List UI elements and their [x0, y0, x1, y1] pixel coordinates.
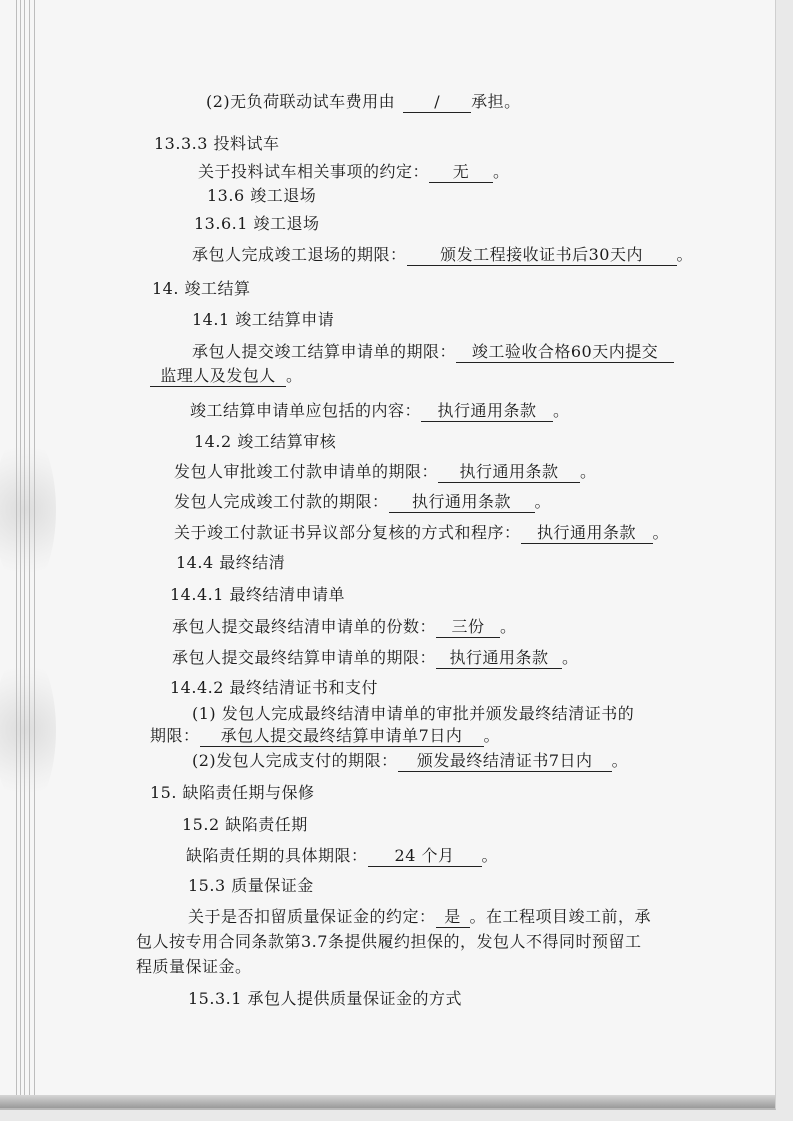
clause-text: 。 [493, 162, 510, 181]
clause-final-copies [172, 617, 517, 638]
clause-text: 。在工程项目竣工前，承 [469, 907, 652, 926]
clause-text: 。 [580, 462, 597, 481]
fill-in-value: 竣工验收合格60天内提交 [456, 342, 674, 363]
section-heading: 15.3.1 承包人提供质量保证金的方式 [188, 989, 462, 1008]
section-heading: 14.2 竣工结算审核 [194, 432, 337, 451]
clause-approval-deadline [174, 462, 597, 483]
clause-text: 。 [286, 366, 303, 385]
fill-in-value: 颁发最终结清证书7日内 [398, 751, 612, 772]
clause-exit-deadline [192, 245, 693, 266]
clause-settlement-application-cont [150, 366, 303, 387]
clause-dispute-review [174, 523, 669, 544]
fill-in-value: 执行通用条款 [421, 401, 553, 422]
clause-final-certificate-cont [150, 726, 500, 747]
fill-in-value: 承包人提交最终结算申请单7日内 [200, 726, 484, 747]
clause-text: 承包人提交竣工结算申请单的期限： [192, 342, 457, 361]
section-heading: 13.3.3 投料试车 [154, 134, 280, 153]
clause-application-contents [190, 401, 570, 422]
clause-final-payment [192, 751, 628, 772]
clause-settlement-application [192, 342, 674, 363]
clause-text: 承包人提交最终结清申请单的份数： [172, 617, 437, 636]
fill-in-value: / [403, 92, 471, 113]
clause-text: 发包人审批竣工付款申请单的期限： [174, 462, 439, 481]
clause-final-deadline [172, 648, 579, 669]
fill-in-value: 三份 [436, 617, 500, 638]
fill-in-value: 监理人及发包人 [150, 366, 286, 387]
clause-text: (2)发包人完成支付的期限： [192, 751, 398, 770]
section-heading: 14.4.2 最终结清证书和支付 [170, 678, 378, 697]
clause-text: 期限： [150, 726, 200, 745]
clause-final-certificate: (1) 发包人完成最终结清申请单的审批并颁发最终结清证书的 [192, 704, 635, 723]
stamp-stain [0, 430, 56, 590]
clause-text: 承担。 [471, 92, 521, 111]
clause-text: 。 [483, 726, 501, 745]
clause-text: 。 [553, 401, 570, 420]
clause-text: 。 [611, 751, 629, 770]
clause-retention-cont: 包人按专用合同条款第3.7条提供履约担保的，发包人不得同时预留工 [136, 932, 642, 951]
clause-text: 关于投料试车相关事项的约定： [198, 162, 430, 181]
fill-in-value: 执行通用条款 [521, 523, 653, 544]
section-heading: 13.6 竣工退场 [207, 186, 317, 205]
clause-text: 缺陷责任期的具体期限： [186, 846, 368, 865]
clause-text: 关于竣工付款证书异议部分复核的方式和程序： [174, 523, 521, 542]
chapter-heading: 15. 缺陷责任期与保修 [150, 783, 315, 802]
clause-text: 。 [562, 648, 579, 667]
clause-text: 。 [534, 492, 552, 511]
fill-in-value: 颁发工程接收证书后30天内 [407, 245, 677, 266]
clause-text: 竣工结算申请单应包括的内容： [190, 401, 422, 420]
clause-text: 承包人完成竣工退场的期限： [192, 245, 407, 264]
clause-text: 。 [481, 846, 499, 865]
section-heading: 14.4 最终结清 [176, 553, 286, 572]
chapter-heading: 14. 竣工结算 [152, 279, 251, 298]
section-heading: 14.1 竣工结算申请 [192, 310, 335, 329]
clause-text: 关于是否扣留质量保证金的约定： [188, 907, 436, 926]
clause-text: 。 [652, 523, 670, 542]
clause-text: 承包人提交最终结算申请单的期限： [172, 648, 437, 667]
clause-retention [188, 907, 651, 928]
clause-text: 。 [676, 245, 694, 264]
clause-defect-period [186, 846, 498, 867]
section-heading: 13.6.1 竣工退场 [194, 214, 320, 233]
section-heading: 15.2 缺陷责任期 [182, 815, 308, 834]
clause-text: 。 [500, 617, 517, 636]
stamp-stain [0, 650, 56, 810]
section-heading: 15.3 质量保证金 [188, 876, 314, 895]
fill-in-value: 执行通用条款 [389, 492, 535, 513]
clause-text: (2)无负荷联动试车费用由 [206, 92, 396, 111]
page-bottom-shadow [0, 1095, 775, 1108]
section-heading: 14.4.1 最终结清申请单 [170, 585, 345, 604]
fill-in-value: 执行通用条款 [436, 648, 562, 669]
fill-in-value: 24 个月 [368, 846, 482, 867]
clause-payment-deadline [174, 492, 551, 513]
clause-retention-cont: 程质量保证金。 [136, 957, 252, 976]
clause-no-load-test-cost [206, 92, 521, 113]
fill-in-value: 是 [436, 907, 470, 928]
fill-in-value: 执行通用条款 [438, 462, 580, 483]
clause-text: 发包人完成竣工付款的期限： [174, 492, 389, 511]
clause-feed-test [198, 162, 510, 183]
fill-in-value: 无 [429, 162, 493, 183]
